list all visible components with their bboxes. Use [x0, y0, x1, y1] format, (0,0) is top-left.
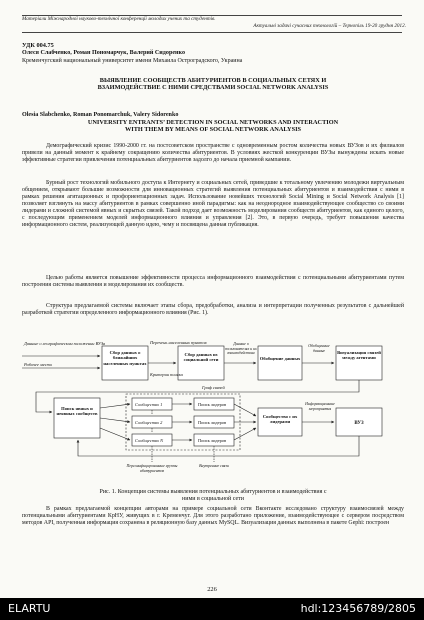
- repository-name: ELARTU: [8, 602, 51, 615]
- title-ru: [40, 77, 386, 92]
- fig-graph-label: Граф связей: [202, 385, 225, 390]
- title-en-line-1: UNIVERSITY ENTRANTS’ DETECTION IN SOCIAL NETWORKS AND INTERACTION: [87, 119, 339, 126]
- authors-en: Olesia Slabchenko, Roman Ponomarchuk, Valery Sidorenko: [22, 112, 179, 118]
- fig-box-communities: Сообщество с их лидерами: [262, 414, 298, 425]
- fig-input-2: Рабочее место: [24, 362, 53, 367]
- fig-label-personal: Персонифицированные группы абитуриентов: [126, 464, 178, 473]
- fig-input-1: Данные о географическом положении ВУЗа: [24, 341, 106, 346]
- fig-label-criteria: Критерии поиска: [150, 372, 183, 377]
- figure-1-diagram: [22, 336, 404, 486]
- fig-leader-2: Поиск лидеров: [198, 420, 227, 425]
- footer-bar: [0, 598, 424, 620]
- header-line-1: Матеріали Міжнародної науково-технічної конференції молодих учених та студентів.: [22, 16, 216, 22]
- fig-label-lists: Перечень населенных пунктов: [150, 340, 207, 345]
- conference-header: [22, 16, 406, 30]
- fig-box-collect: Сбор данных о ближайших населенных пунктах: [103, 350, 147, 366]
- title-en-line-2: WITH THEM BY MEANS OF SOCIAL NETWORK ANALYSIS: [124, 126, 302, 134]
- handle-id: hdl:123456789/2805: [300, 602, 416, 615]
- paragraph-2: Бурный рост технологий мобильного доступа к Интернету и социальных сетей, приведшие к тотальному увлечению молодежи виртуальным общением, открывают большие возможности для инновационных стратегий выявления потенциальных абитуриентов и взаимодействия с ними в рамках решения агитационных и профориентационных задач. Использование новейших технологий Social Mining и Social Network Analysis [1] позволяет взглянуть на массу абитуриентов в рамках совершенно иной парадигмы: как на неоднородное взаимодействующее сообщество со своими лидерами и сложной системой явных и скрытых связей. Такой подход дает возможность моделирования сообществ абитуриентов, как единого целого, с последующим применением моделей информационного влияния и управления [2]. Это, в первую очередь, требует повышения качества информационного систем, реализующей данную идею, чему и посвящена данная публикация.: [22, 180, 404, 229]
- fig-label-users: Данные о пользователях и их взаимодействии: [225, 342, 257, 356]
- paragraph-5: В рамках предлагаемой концепции авторами на примере социальной сети Вконтакте исследовано структуру взаимосвязей между потенциальными абитуриентами КрНУ, живущих в г. Кременчуг. Для этого разработано приложение, взаимодействующее с сервером посредством методов API, полученная информация сохранена в реляционную базу данных MySQL. Визуализация данных выполнена в пакете Gephi: построен: [22, 506, 404, 527]
- fig-community-n: Сообщество N: [135, 438, 164, 443]
- caption-line-2: ними в социальной сети: [182, 496, 244, 503]
- header-rule-bottom: [22, 32, 402, 33]
- fig-box-search: Поиск явных и неявных сообществ: [56, 406, 98, 417]
- fig-box-visual: Визуализация связей между агентами: [337, 350, 381, 361]
- header-rule-top: [22, 15, 402, 16]
- udk-code: УДК 004.75: [22, 42, 54, 49]
- fig-box-vu: ВУЗ: [354, 421, 364, 426]
- fig-leader-1: Поиск лидеров: [198, 402, 227, 407]
- paragraph-3: Целью работы является повышение эффективности процесса информационного взаимодействия с потенциальными абитуриентами путем построения системы выявления и моделирования их сообществ.: [22, 275, 404, 289]
- paragraph-4: Структура предлагаемой системы включает этапы сбора, предобработки, анализа и интерпретации полученных результатов с дальнейшей разработкой стратегии определенного информационного влияния (Рис. 1).: [22, 303, 404, 317]
- caption-line-1: Рис. 1. Концепция системы выявления потенциальных абитуриентов и взаимодействия с: [99, 489, 327, 495]
- title-en: [40, 119, 386, 134]
- authors-ru: Олеся Слабченко, Роман Пономарчук, Валерий Сидоренко: [22, 50, 186, 56]
- fig-leader-n: Поиск лидеров: [198, 438, 227, 443]
- affiliation: Кременчугский национальный университет имени Михаила Остроградского, Украина: [22, 58, 243, 64]
- fig-label-plan: Информационные мероприятия: [305, 402, 335, 411]
- header-line-2: Актуальні задачі сучасних технологій – Тернопіль 19-20 грудня 2012.: [253, 23, 406, 29]
- fig-label-internal: Внутренние связи: [199, 464, 229, 468]
- fig-community-2: Сообщество 2: [135, 420, 163, 425]
- fig-box-process: Обобщение данных: [259, 356, 301, 361]
- title-ru-line-2: ВЗАИМОДЕЙСТВИЕ С НИМИ СРЕДСТВАМИ SOCIAL NETWORK ANALYSIS: [97, 84, 329, 92]
- title-ru-line-1: ВЫЯВЛЕНИЕ СООБЩЕСТВ АБИТУРИЕНТОВ В СОЦИАЛЬНЫХ СЕТЯХ И: [99, 77, 327, 84]
- fig-label-generalized: Обобщенные данные: [308, 344, 330, 353]
- fig-box-gather: Сбор данных из социальной сети: [183, 352, 219, 363]
- figure-caption: [22, 489, 404, 503]
- page-number: 226: [207, 586, 217, 593]
- paragraph-1: Демографический кризис 1990-2000 гг. на постсоветском пространстве с одновременным ростом количества новых ВУЗов и их филиалов привели на данный момент к крайнему сокращению количества абитуриентов. В условиях жесткой конкуренции ВУЗы вынуждены искать новые эффективные стратегии привлечения потенциальных абитуриентов задолго до начала приемной кампании.: [22, 143, 404, 164]
- fig-community-1: Сообщество 1: [135, 402, 163, 407]
